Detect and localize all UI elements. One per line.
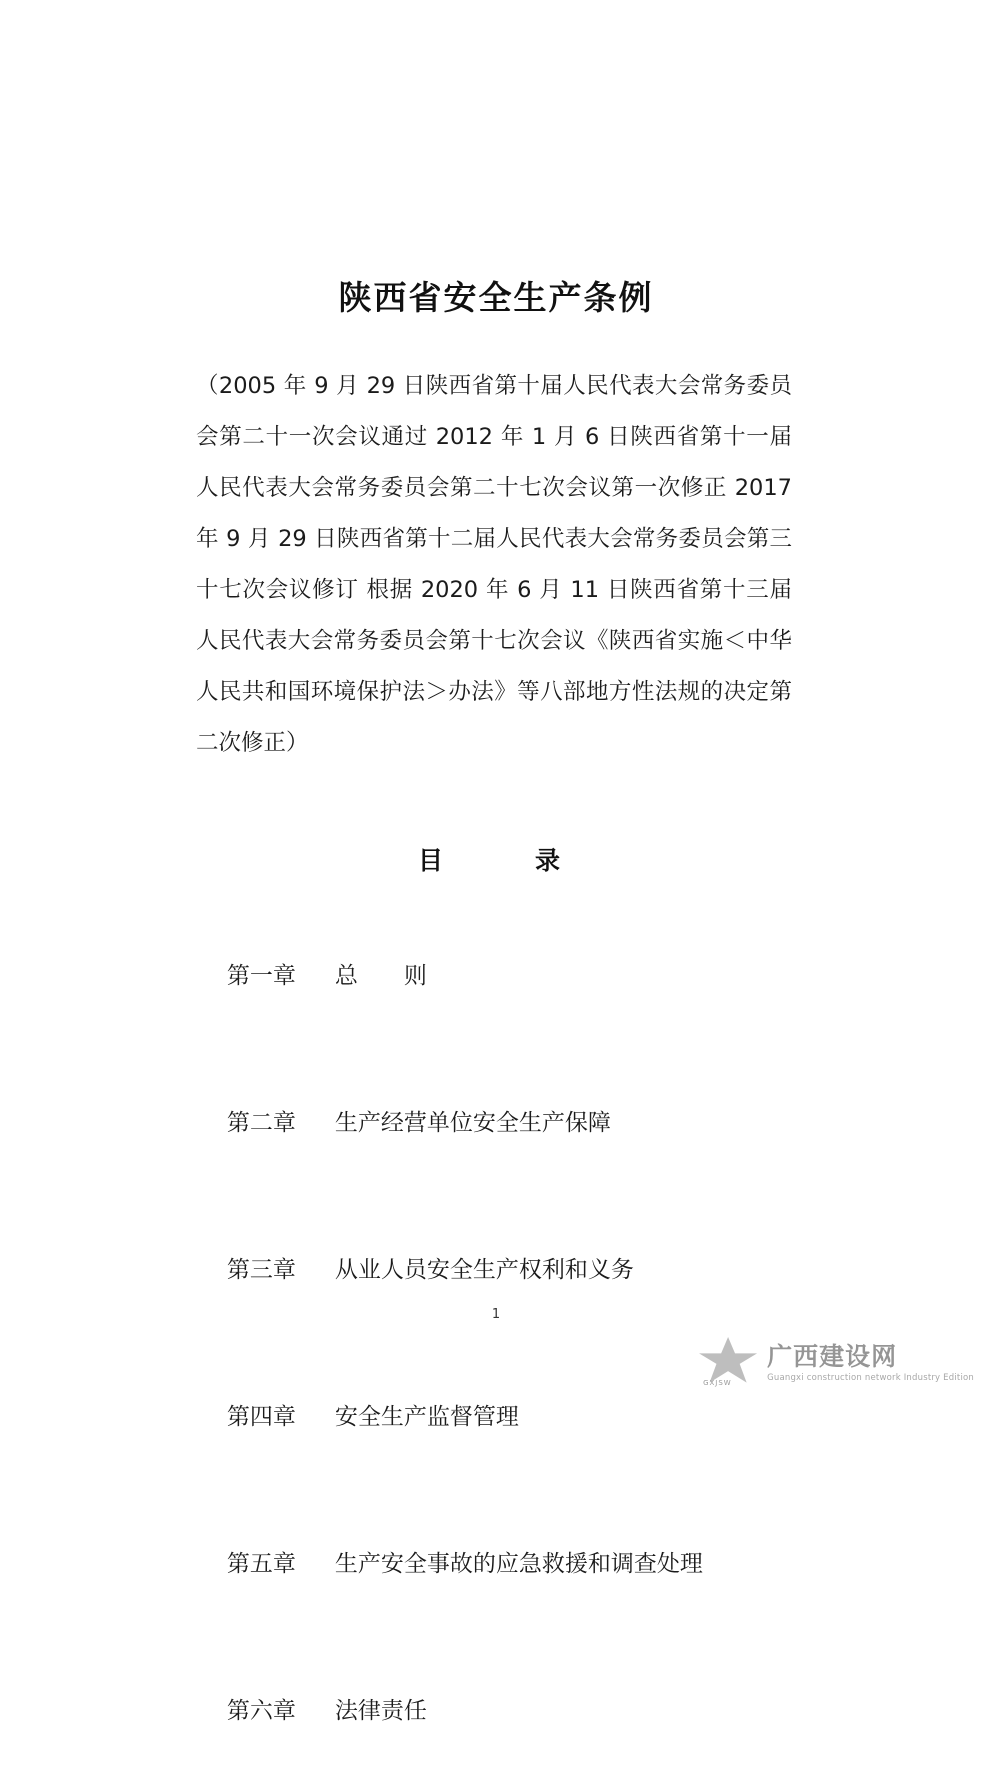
toc-chapter-label: 从业人员安全生产权利和义务 [334, 1257, 634, 1283]
toc-chapter-label: 总 则 [334, 963, 427, 989]
list-item[interactable] [183, 1050, 992, 1197]
toc-heading: 目 录 [417, 846, 574, 875]
toc-chapter-label: 生产经营单位安全生产保障 [334, 1110, 611, 1136]
toc-chapter-number: 第三章 [226, 1257, 296, 1283]
list-item[interactable] [183, 903, 992, 1050]
watermark-name-cn: 广西建设网 [767, 1342, 898, 1371]
star-icon [697, 1337, 759, 1389]
toc-chapter-label: 安全生产监督管理 [334, 1404, 519, 1430]
watermark [697, 1337, 974, 1389]
list-item[interactable] [183, 1491, 992, 1638]
page-number: 1 [491, 1307, 501, 1322]
toc-chapter-number: 第五章 [226, 1551, 296, 1577]
toc-chapter-number: 第四章 [226, 1404, 296, 1430]
toc-chapter-label: 法律责任 [334, 1698, 427, 1724]
toc-chapter-number: 第二章 [226, 1110, 296, 1136]
watermark-name-en: Guangxi construction network Industry Edition [767, 1373, 974, 1383]
toc-chapter-number: 第六章 [226, 1698, 296, 1724]
star-icon-label: GXJSW [703, 1379, 732, 1387]
table-of-contents [0, 877, 992, 1785]
preamble-paragraph: （2005 年 9 月 29 日陕西省第十届人民代表大会常务委员会第二十一次会议通过 2012 年 1 月 6 日陕西省第十一届人民代表大会常务委员会第二十七次会议第一次修正 2017 年 9 月 29 日陕西省第十二届人民代表大会常务委员会第三十七次会议修订 根据 2020 年 6 月 11 日陕西省第十三届人民代表大会常务委员会第十七次会议《陕西省实施＜中华人民共和国环境保护法＞办法》等八部地方性法规的决定第二次修正） [196, 373, 792, 756]
toc-chapter-label: 生产安全事故的应急救援和调查处理 [334, 1551, 703, 1577]
page-title: 陕西省安全生产条例 [338, 278, 654, 317]
list-item[interactable] [183, 1638, 992, 1785]
toc-chapter-number: 第一章 [226, 963, 296, 989]
